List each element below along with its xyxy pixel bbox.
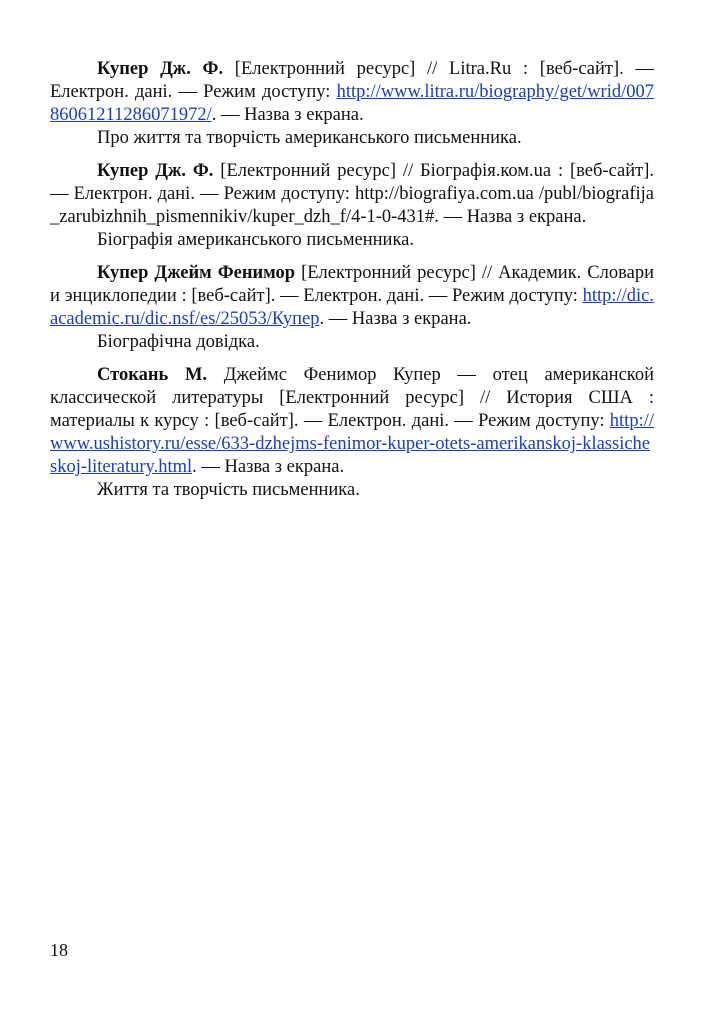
entry-author: Купер Дж. Ф.: [97, 59, 224, 79]
entry-description: [Електронний ресурс] // Litra.Ru : [веб-сайт]. — Електрон. дані. — Режим доступу:: [50, 59, 654, 102]
entry-note: Біографічна довідка.: [97, 332, 260, 352]
bibliography-entry-4: [50, 364, 654, 502]
entry-citation: [50, 262, 654, 331]
entry-description: Джеймс Фенимор Купер — отец американской классической литературы [Електронний ресурс] // История США : материалы к курсу : [веб-сайт]. — Електрон. дані. — Режим доступу:: [50, 365, 654, 431]
entry-author: Купер Джейм Фенимор: [97, 263, 296, 283]
bibliography-entry-2: [50, 160, 654, 252]
entry-suffix: . — Назва з екрана.: [319, 309, 472, 329]
entry-note: Біографія американського письменника.: [97, 230, 414, 250]
entry-citation: [50, 160, 654, 229]
entry-link[interactable]: http://www.litra.ru/biography/get/wrid/00786061211286071972/: [50, 82, 654, 125]
entry-citation: [50, 58, 654, 127]
bibliography-entry-3: [50, 262, 654, 354]
page-number: 18: [50, 940, 68, 960]
entry-link[interactable]: http://dic.academic.ru/dic.nsf/es/25053/Купер: [50, 286, 654, 329]
entry-note: Про життя та творчість американського письменника.: [97, 128, 522, 148]
entry-citation: [50, 364, 654, 479]
entry-suffix: . — Назва з екрана.: [211, 105, 364, 125]
entry-description: [Електронний ресурс] // Біографія.ком.ua : [веб-сайт]. — Електрон. дані. — Режим доступу:: [50, 161, 654, 204]
entry-suffix: — Назва з екрана.: [438, 207, 587, 227]
entry-description: [Електронний ресурс] // Академик. Словари и энциклопедии : [веб-сайт]. — Електрон. дані. — Режим доступу:: [50, 263, 654, 306]
entry-note: Життя та творчість письменника.: [97, 480, 360, 500]
bibliography-entry-1: [50, 58, 654, 150]
entry-author: Стокань М.: [97, 365, 208, 385]
entry-author: Купер Дж. Ф.: [97, 161, 214, 181]
entry-url: http://biografiya.com.ua /publ/biografija_zarubizhnih_pismennikiv/kuper_dzh_f/4-1-0-431#.: [50, 184, 654, 227]
entry-link[interactable]: http://www.ushistory.ru/esse/633-dzhejms-fenimor-kuper-otets-amerikanskoj-klassicheskoj-literatury.html: [50, 411, 654, 477]
document-page: [50, 58, 654, 512]
entry-suffix: . — Назва з екрана.: [192, 457, 345, 477]
